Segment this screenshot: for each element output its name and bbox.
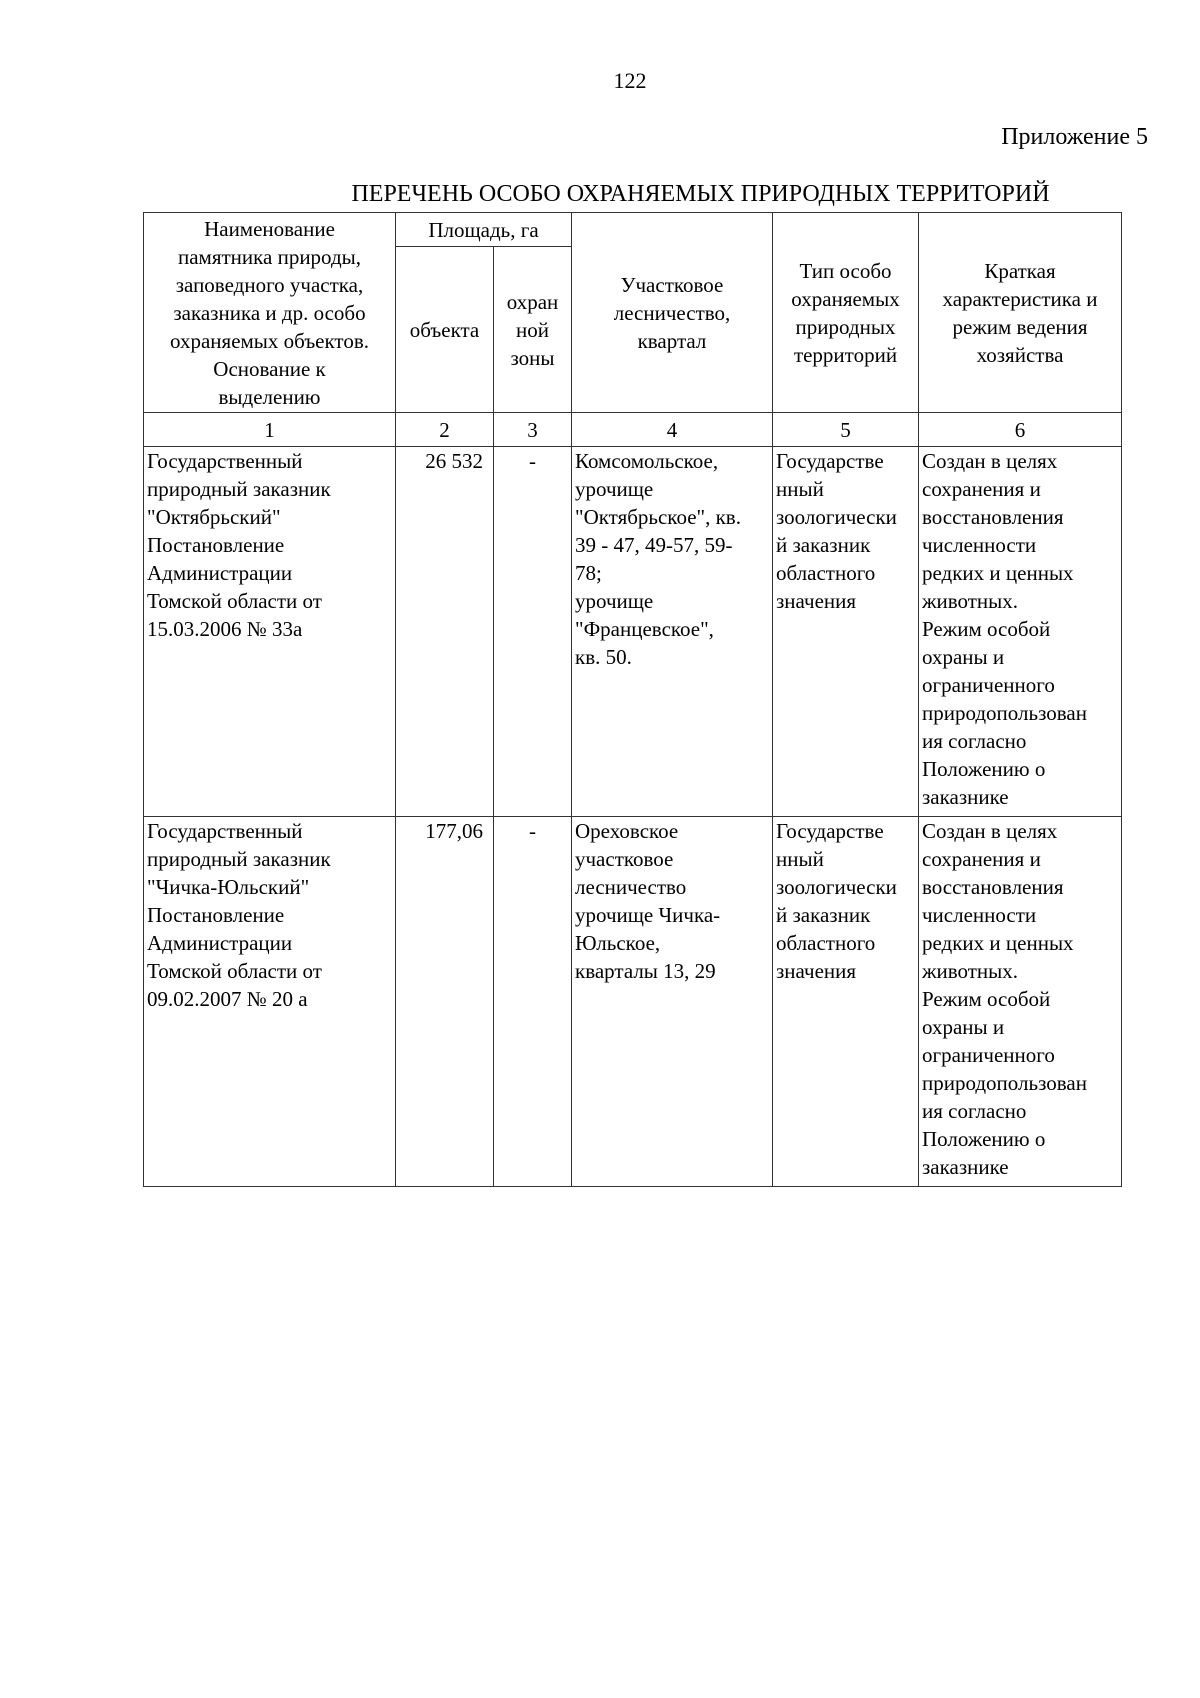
cell-type (773, 447, 919, 817)
cell-text-line: нный (776, 847, 824, 871)
cell-text-line: ной (516, 317, 549, 342)
table-row (144, 817, 1122, 1187)
cell-text-line: характеристика и (942, 286, 1098, 311)
cell-forestry (572, 447, 773, 817)
cell-text-line: 15.03.2006 № 33а (147, 617, 303, 641)
cell-text-line: Администрации (147, 931, 293, 955)
cell-text-line: Томской области от (147, 589, 322, 613)
column-number: 2 (396, 413, 494, 447)
cell-text-line: Положению о (922, 757, 1046, 781)
cell-text-line: лесничество, (613, 300, 731, 325)
cell-text-line: Создан в целях (922, 819, 1058, 843)
cell-text-line: Томской области от (147, 959, 322, 983)
cell-text-line: й заказник (776, 903, 871, 927)
protected-areas-table (143, 212, 1122, 1187)
cell-text-line: редких и ценных (922, 931, 1074, 955)
cell-text-line: зоологически (776, 505, 897, 529)
cell-text-line: природный заказник (147, 847, 331, 871)
cell-text-line: ограниченного (922, 673, 1055, 697)
cell-area-zone: - (494, 817, 572, 1187)
header-area-object (396, 247, 494, 413)
cell-text-line: Наименование (204, 216, 335, 241)
cell-text-line: участковое (575, 847, 674, 871)
cell-area-object: 26 532 (396, 447, 494, 817)
cell-name (144, 447, 396, 817)
cell-text-line: природопользован (922, 701, 1087, 725)
cell-text-line: Администрации (147, 561, 293, 585)
cell-area-object: 177,06 (396, 817, 494, 1187)
cell-text-line: Комсомольское, (575, 449, 719, 473)
cell-text-line: зоологически (776, 875, 897, 899)
cell-text-line: ограниченного (922, 1043, 1055, 1067)
cell-text-line: животных. (922, 959, 1019, 983)
header-name (144, 213, 396, 413)
cell-text-line: численности (922, 533, 1037, 557)
cell-text-line: Режим особой (922, 617, 1051, 641)
cell-text-line: режим ведения (952, 314, 1088, 339)
cell-text-line: 09.02.2007 № 20 а (147, 987, 308, 1011)
cell-text-line: охраны и (922, 1015, 1005, 1039)
cell-text-line: урочище (575, 589, 654, 613)
cell-text-line: кв. 50. (575, 645, 632, 669)
cell-text-line: Государстве (776, 449, 884, 473)
cell-text-line: Участковое (620, 272, 724, 297)
cell-text-line: "Чичка-Юльский" (147, 875, 310, 899)
cell-text-line: редких и ценных (922, 561, 1074, 585)
cell-text-line: сохранения и (922, 847, 1041, 871)
cell-text-line: квартал (637, 328, 707, 353)
cell-text-line: восстановления (922, 875, 1064, 899)
cell-text-line: территорий (793, 342, 898, 367)
cell-text-line: Основание к (213, 356, 326, 381)
column-number: 4 (572, 413, 773, 447)
column-number: 5 (773, 413, 919, 447)
cell-forestry (572, 817, 773, 1187)
cell-text-line: Краткая (984, 258, 1056, 283)
cell-text-line: охраняемых (791, 286, 900, 311)
cell-text-line: заказнике (922, 785, 1009, 809)
cell-text-line: животных. (922, 589, 1019, 613)
cell-text-line: сохранения и (922, 477, 1041, 501)
cell-text-line: охраняемых объектов. (170, 328, 369, 353)
cell-text-line: Тип особо (799, 258, 892, 283)
cell-text-line: Государстве (776, 819, 884, 843)
cell-text-line: "Октябрьский" (147, 505, 281, 529)
cell-text-line: Государственный (147, 449, 303, 473)
cell-text-line: значения (776, 589, 857, 613)
cell-text-line: лесничество (575, 875, 687, 899)
cell-text-line: Постановление (147, 903, 285, 927)
cell-text-line: природопользован (922, 1071, 1087, 1095)
document-title: ПЕРЕЧЕНЬ ОСОБО ОХРАНЯЕМЫХ ПРИРОДНЫХ ТЕРРИТОРИЙ (351, 181, 1050, 207)
cell-text-line: восстановления (922, 505, 1064, 529)
cell-type (773, 817, 919, 1187)
cell-text-line: природных (795, 314, 896, 339)
table-row (144, 447, 1122, 817)
cell-text-line: Юльское, (575, 931, 661, 955)
cell-text-line: заказнике (922, 1155, 1009, 1179)
header-area-zone (494, 247, 572, 413)
cell-area-zone: - (494, 447, 572, 817)
cell-text-line: охран (506, 289, 559, 314)
cell-name (144, 817, 396, 1187)
cell-text-line: "Францевское", (575, 617, 714, 641)
cell-text-line: Постановление (147, 533, 285, 557)
cell-text-line: урочище Чичка- (575, 903, 721, 927)
cell-text-line: зоны (510, 345, 555, 370)
header-type (773, 213, 919, 413)
cell-text-line: объекта (409, 317, 480, 342)
cell-text-line: нный (776, 477, 824, 501)
cell-text-line: й заказник (776, 533, 871, 557)
cell-text-line: природный заказник (147, 477, 331, 501)
cell-text-line: Режим особой (922, 987, 1051, 1011)
cell-text-line: 78; (575, 561, 602, 585)
header-area: Площадь, га (396, 213, 572, 247)
header-description (919, 213, 1122, 413)
cell-text-line: Положению о (922, 1127, 1046, 1151)
cell-text-line: выделению (218, 384, 321, 409)
cell-text-line: Государственный (147, 819, 303, 843)
column-number: 3 (494, 413, 572, 447)
header-forestry (572, 213, 773, 413)
cell-text-line: "Октябрьское", кв. (575, 505, 741, 529)
cell-text-line: заповедного участка, (175, 272, 364, 297)
cell-text-line: урочище (575, 477, 654, 501)
cell-text-line: кварталы 13, 29 (575, 959, 716, 983)
cell-text-line: заказника и др. особо (173, 300, 366, 325)
cell-text-line: ия согласно (922, 1099, 1027, 1123)
cell-text-line: памятника природы, (177, 244, 362, 269)
column-number: 6 (919, 413, 1122, 447)
cell-description (919, 447, 1122, 817)
cell-text-line: охраны и (922, 645, 1005, 669)
cell-text-line: областного (776, 561, 876, 585)
cell-text-line: Ореховское (575, 819, 679, 843)
cell-text-line: ия согласно (922, 729, 1027, 753)
page-number: 122 (613, 68, 647, 93)
cell-text-line: численности (922, 903, 1037, 927)
column-number: 1 (144, 413, 396, 447)
cell-text-line: значения (776, 959, 857, 983)
appendix-label: Приложение 5 (1001, 124, 1148, 150)
cell-description (919, 817, 1122, 1187)
cell-text-line: областного (776, 931, 876, 955)
cell-text-line: хозяйства (976, 342, 1064, 367)
cell-text-line: Создан в целях (922, 449, 1058, 473)
cell-text-line: 39 - 47, 49-57, 59- (575, 533, 733, 557)
